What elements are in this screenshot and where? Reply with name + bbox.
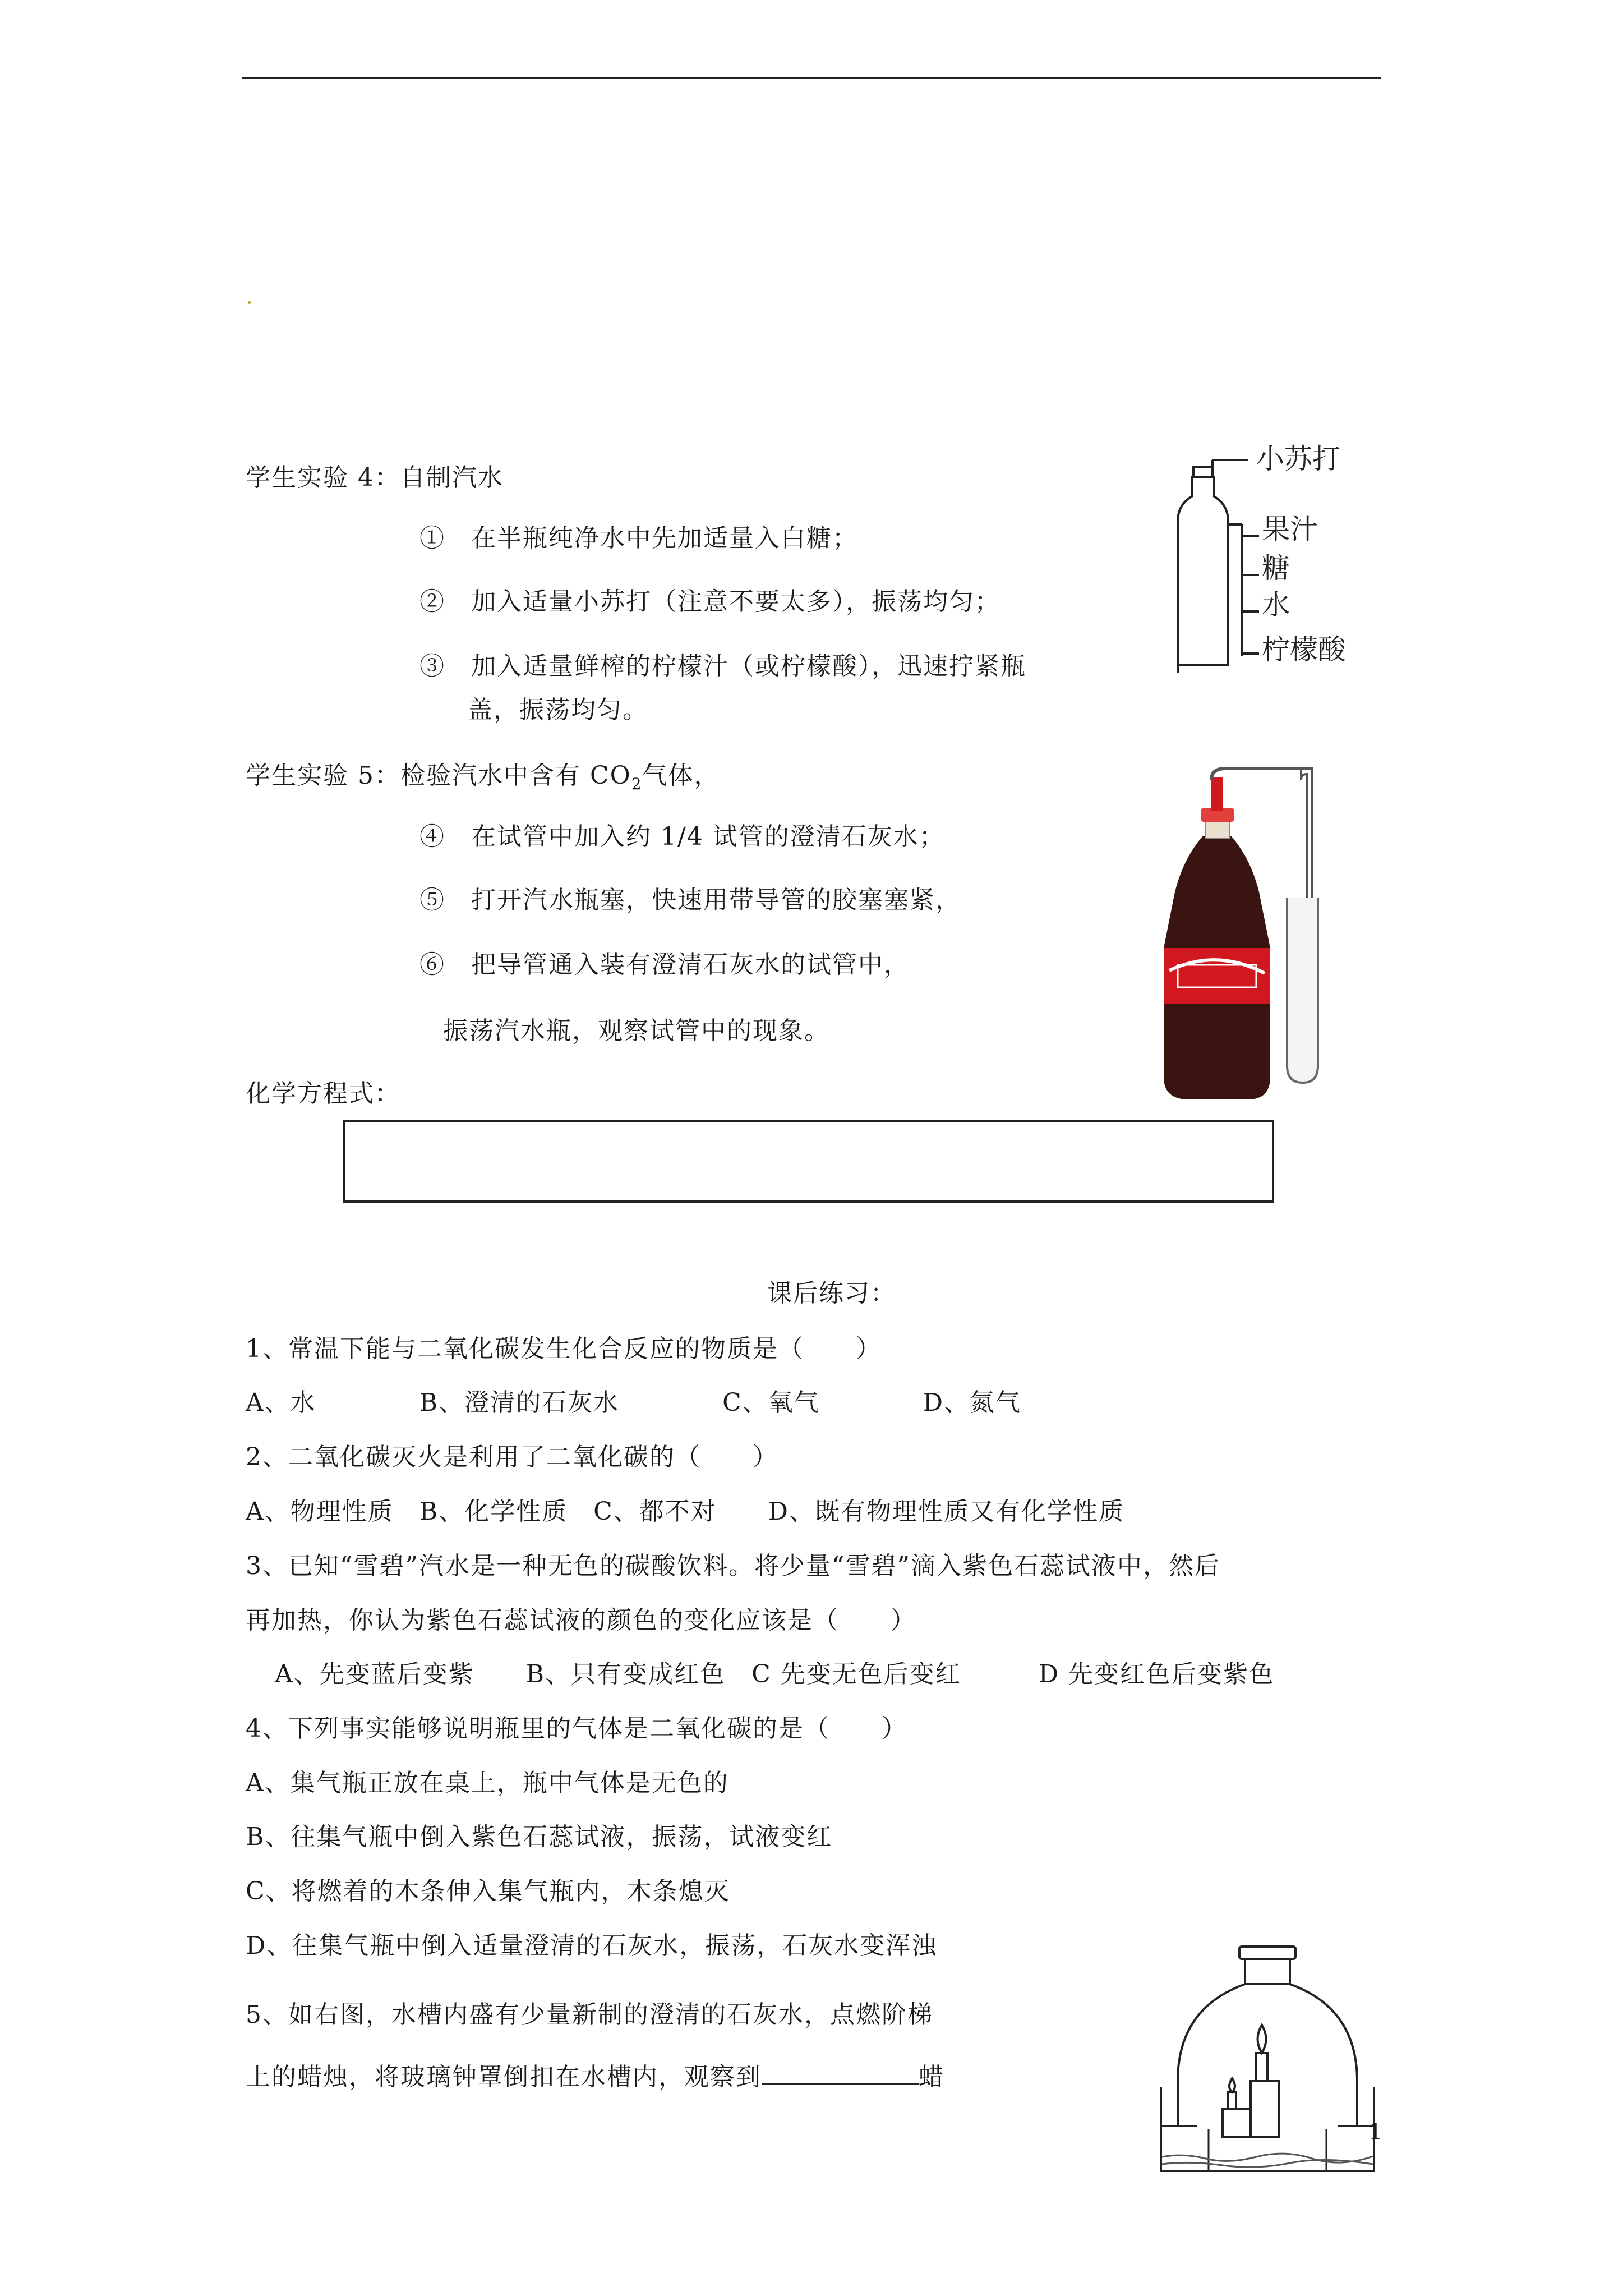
exp4-title: 学生实验 4：自制汽水: [246, 463, 504, 492]
label-water: 水: [1262, 588, 1290, 621]
exp5-title: 学生实验 5：检验汽水中含有 $CO_2$气体，: [246, 761, 720, 793]
exp5-step-6: ⑥ 把导管通入装有澄清石灰水的试管中，: [419, 950, 910, 979]
exp5-step-5: ⑤ 打开汽水瓶塞，快速用带导管的胶塞塞紧，: [419, 886, 961, 914]
equation-label: 化学方程式：: [246, 1079, 400, 1108]
exp4-step-2: ② 加入适量小苏打（注意不要太多），振荡均匀；: [419, 587, 1000, 616]
q4-option-d: D、往集气瓶中倒入适量澄清的石灰水，振荡，石灰水变浑浊: [246, 1931, 938, 1960]
q5-stem-cont: 上的蜡烛，将玻璃钟罩倒扣在水槽内，观察到 蜡: [246, 2059, 944, 2094]
exercises-heading: 课后练习：: [767, 1279, 896, 1308]
equation-answer-box[interactable]: [343, 1120, 1274, 1203]
exp4-step-3: ③ 加入适量鲜榨的柠檬汁（或柠檬酸），迅速拧紧瓶: [419, 652, 1026, 680]
label-citric-acid: 柠檬酸: [1262, 633, 1346, 666]
cola-bottle-icon: [1150, 763, 1385, 1111]
q1-stem: 1、常温下能与二氧化碳发生化合反应的物质是（ ）: [246, 1335, 882, 1363]
q4-option-a: A、集气瓶正放在桌上，瓶中气体是无色的: [246, 1769, 729, 1797]
header-rule: [242, 77, 1381, 79]
q2-options: A、物理性质 B、化学性质 C、都不对 D、既有物理性质又有化学性质: [246, 1497, 1125, 1526]
stray-dot: [248, 301, 251, 304]
exp4-step-1: ① 在半瓶纯净水中先加适量入白糖；: [419, 524, 858, 553]
exp5-step-6-cont: 振荡汽水瓶，观察试管中的现象。: [443, 1016, 830, 1045]
q4-stem: 4、下列事实能够说明瓶里的气体是二氧化碳的是（ ）: [246, 1714, 907, 1743]
q5-stem: 5、如右图，水槽内盛有少量新制的澄清的石灰水，点燃阶梯: [246, 2000, 933, 2029]
bell-jar-candle-icon: [1155, 1941, 1383, 2177]
q3-stem-cont: 再加热，你认为紫色石蕊试液的颜色的变化应该是（ ）: [246, 1606, 916, 1635]
q5-answer-blank[interactable]: [762, 2059, 919, 2085]
soda-bottle-figure: [1144, 438, 1413, 673]
exp5-step-4: ④ 在试管中加入约 1/4 试管的澄清石灰水；: [419, 822, 945, 851]
label-baking-soda: 小苏打: [1256, 443, 1340, 475]
q3-stem: 3、已知“雪碧”汽水是一种无色的碳酸饮料。将少量“雪碧”滴入紫色石蕊试液中，然后: [246, 1552, 1220, 1580]
page-number: 1: [1368, 2119, 1383, 2145]
exp4-step-3-cont: 盖，振荡均匀。: [468, 696, 648, 724]
label-juice: 果汁: [1262, 513, 1318, 545]
q4-option-b: B、往集气瓶中倒入紫色石蕊试液，振荡，试液变红: [246, 1823, 833, 1851]
q4-option-c: C、将燃着的木条伸入集气瓶内，木条熄灭: [246, 1877, 730, 1906]
q2-stem: 2、二氧化碳灭火是利用了二氧化碳的（ ）: [246, 1443, 778, 1471]
label-sugar: 糖: [1262, 552, 1290, 585]
q1-options: A、水 B、澄清的石灰水 C、氧气 D、氮气: [246, 1388, 1022, 1417]
q3-options: A、先变蓝后变紫 B、只有变成红色 C 先变无色后变红 D 先变红色后变紫色: [275, 1660, 1275, 1688]
